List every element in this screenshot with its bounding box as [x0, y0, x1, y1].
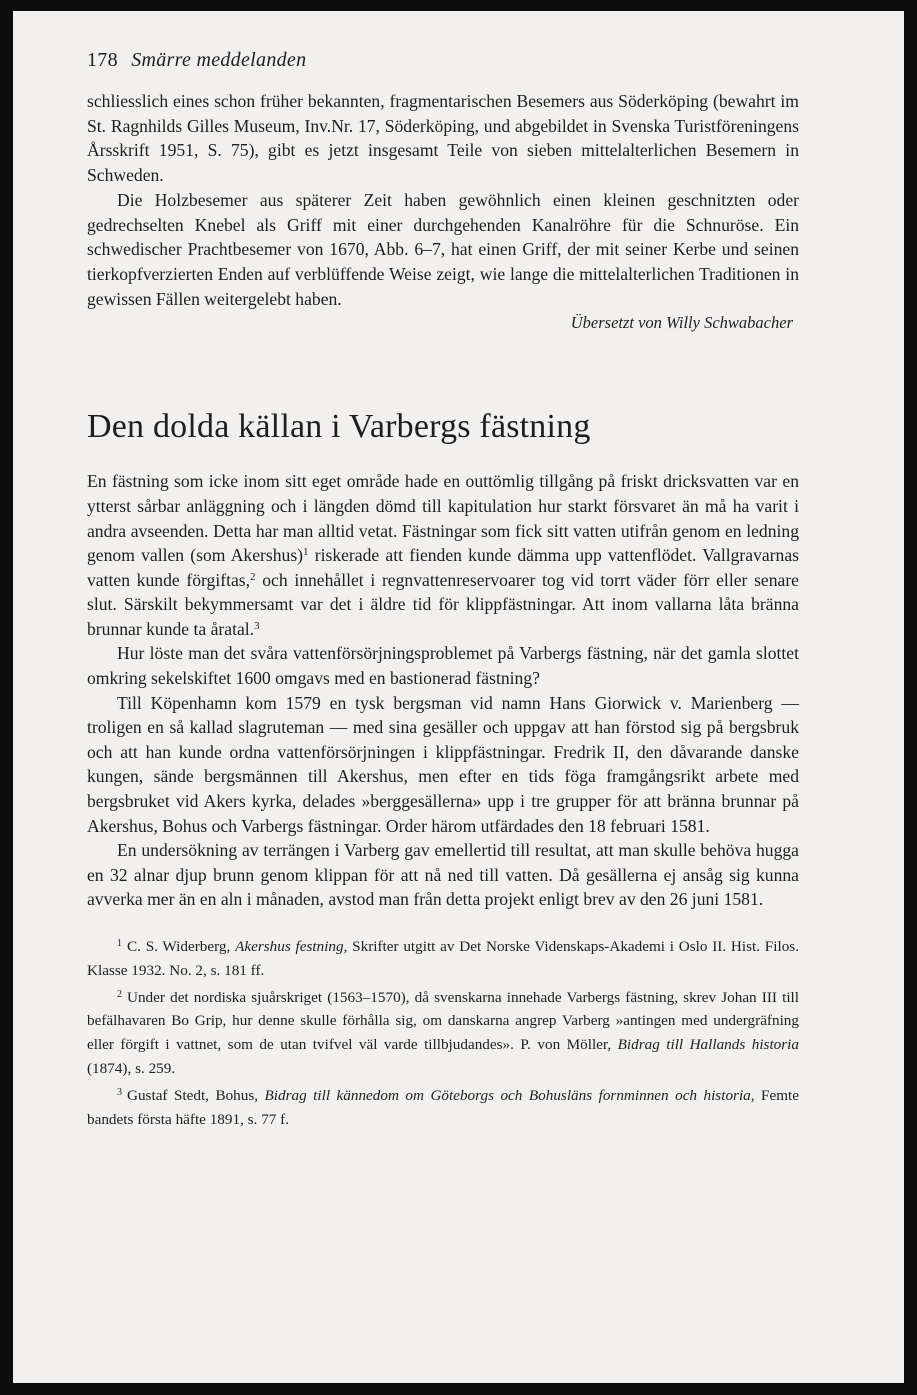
footnotes [87, 932, 799, 1131]
text-run: Gustaf Stedt, Bohus, [127, 1086, 265, 1104]
page-number: 178 [87, 49, 118, 71]
paragraph: Die Holzbesemer aus späterer Zeit haben gewöhnlich einen kleinen geschnitzten oder gedrechselten Knebel als Griff mit einer durchgehenden Kanalröhre für die Schnuröse. Ein schwedischer Prachtbesemer von 1670, Abb. 6–7, hat einen Griff, der mit seiner Kerbe und seinen tierkopfverzierten Enden auf verblüffende Weise zeigt, wie lange die mittelalterlichen Traditionen in gewissen Fällen weitergelebt haben. [87, 189, 799, 309]
page-content [87, 49, 799, 1131]
footnote-number: 2 [117, 988, 122, 1000]
cited-title: Bidrag till kännedom om Göteborgs och Bohusläns fornminnen och historia, [264, 1086, 755, 1104]
footnote [87, 932, 799, 983]
text-run: riskerade att fienden kunde dämma upp vattenflödet. Vallgravarnas vatten kunde förgiftas, [87, 545, 799, 590]
footnote-ref: 2 [250, 570, 256, 583]
paragraph: Till Köpenhamn kom 1579 en tysk bergsman vid namn Hans Giorwick v. Marienberg — troligen en så kallad slagruteman — med sina gesäller och uppgav att han förstod sig på bergsbruk och att han kunde ordna vattenförsörjningen i klippfästningar. Fredrik II, den dåvarande danske kungen, sände bergsmännen till Akershus, men efter en tids föga framgångsrikt arbete med bergsbruket vid Akers kyrka, delades »berggesällerna» upp i tre grupper för att bränna brunnar på Akershus, Bohus och Varbergs fästningar. Order härom utfärdades den 18 februari 1581. [87, 692, 799, 836]
article [87, 407, 799, 912]
paragraph [87, 469, 799, 641]
footnote-ref: 1 [303, 546, 309, 559]
paragraph: Hur löste man det svåra vattenförsörjningsproblemet på Varbergs fästning, när det gamla slottet omkring sekelskiftet 1600 omgavs med en bastionerad fästning? [87, 643, 799, 689]
cited-title: Bidrag till Hallands historia [617, 1036, 799, 1054]
paragraph: En undersökning av terrängen i Varberg gav emellertid till resultat, att man skulle behöva hugga en 32 alnar djup brunn genom klippan för att nå ned till vatten. Då gesällerna ej ansåg sig kunna avverka mer än en aln i månaden, avstod man från detta projekt enligt brev av den 26 juni 1581. [87, 840, 799, 910]
footnote [87, 1081, 799, 1132]
text-run: C. S. Widerberg, [127, 938, 236, 956]
text-run: Under det nordiska sjuårskriget (1563–1570), då svenskarna innehade Varbergs fästning, skrev Johan III till befälhavaren Bo Grip, hur denne skulle förhålla sig, om danskarna angrep Varberg »antingen med undergräfning eller förgift i vattnet, som de utan tvifvel väl varde tillbjudandes». P. von Möller, [87, 988, 799, 1054]
running-head [87, 49, 799, 75]
text-run: (1874), s. 259. [87, 1060, 176, 1077]
section-title: Smärre meddelanden [131, 49, 307, 71]
book-page [13, 11, 904, 1383]
article-title: Den dolda källan i Varbergs fästning [87, 408, 591, 446]
text-run: Skrifter utgitt av Det Norske Videnskaps-Akademi i Oslo II. Hist. Filos. Klasse 1932. No. 2, s. 181 ff. [87, 938, 799, 979]
footnote-number: 1 [117, 938, 122, 950]
paragraph: schliesslich eines schon früher bekannten, fragmentarischen Besemers aus Söderköping (bewahrt im St. Ragnhilds Gilles Museum, Inv.Nr. 17, Söderköping, und abgebildet in Svenska Turistföreningens Årsskrift 1951, S. 75), gibt es jetzt insgesamt Teile von sieben mittelalterlichen Besemern in Schweden. [87, 91, 799, 186]
cited-title: Akershus festning, [235, 938, 348, 956]
previous-article-end [87, 89, 799, 335]
footnote-ref: 3 [254, 619, 260, 632]
footnote [87, 983, 799, 1081]
text-run: och innehållet i regnvattenreservoarer tog vid torrt väder förr eller senare slut. Särskilt bekymmersamt var det i äldre tid för klippfästningar. Att inom vallarna låta bränna brunnar kunde ta åratal. [87, 569, 799, 639]
footnote-number: 3 [117, 1086, 122, 1098]
text-run: En fästning som icke inom sitt eget område hade en outtömlig tillgång på friskt dricksvatten var en ytterst sårbar anläggning och i längden dömd till kapitulation hur starkt försvaret än må ha varit i andra avseenden. Detta har man alltid vetat. Fästningar som fick sitt vatten utifrån genom en ledning genom vallen (som Akershus) [87, 471, 799, 566]
text-run: Femte bandets första häfte 1891, s. 77 f. [87, 1086, 799, 1128]
translator-credit: Übersetzt von Willy Schwabacher [570, 313, 793, 333]
